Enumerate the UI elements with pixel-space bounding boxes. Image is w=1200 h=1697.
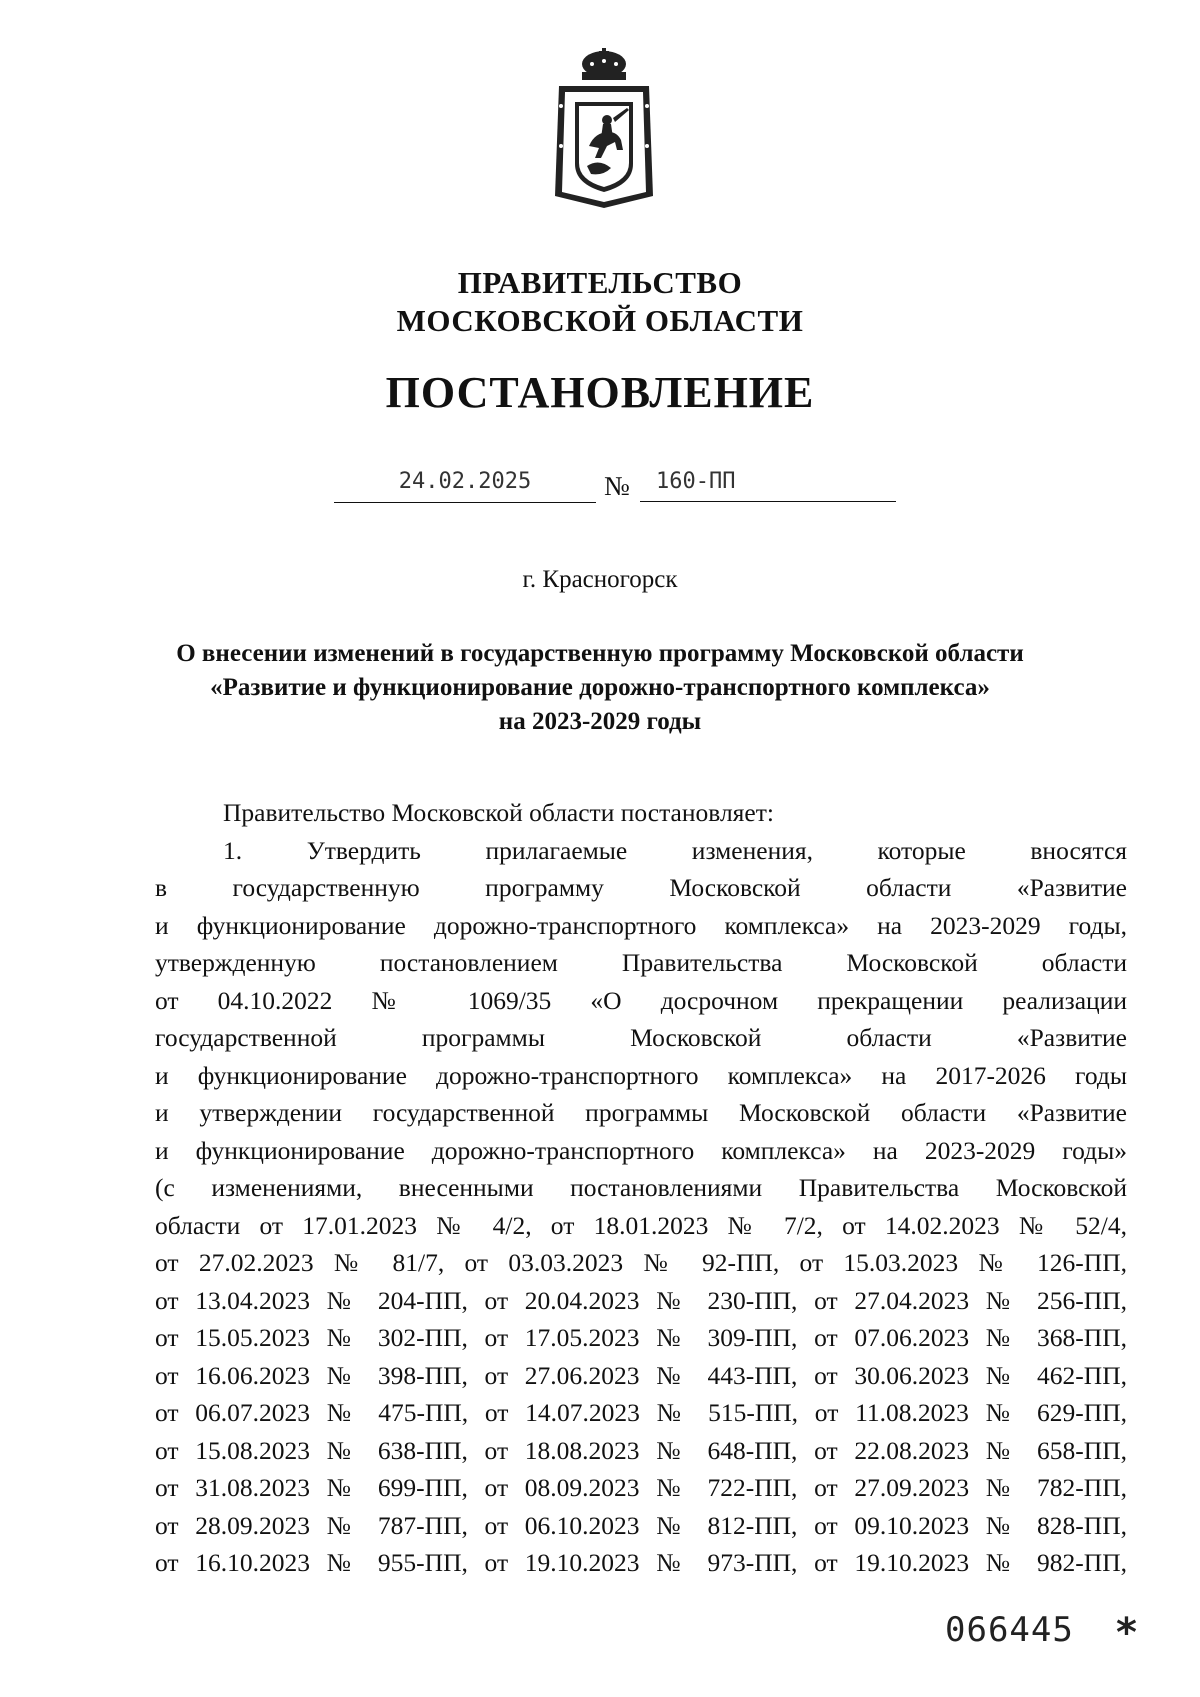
body-line: государственной программы Московской области «Развитие <box>155 1023 1127 1052</box>
body-line: от 27.02.2023 № 81/7, от 03.03.2023 № 92-ПП, от 15.03.2023 № 126-ПП, <box>155 1248 1127 1277</box>
title-line: О внесении изменений в государственную программу Московской области <box>176 640 1024 667</box>
body-line: 1. Утвердить прилагаемые изменения, которые вносятся <box>223 835 1127 865</box>
document-type-heading: ПОСТАНОВЛЕНИЕ <box>385 368 815 417</box>
body-line: утвержденную постановлением Правительства Московской области <box>155 948 1127 977</box>
city-line: г. Красногорск <box>522 566 678 593</box>
body-line: от 28.09.2023 № 787-ПП, от 06.10.2023 № 812-ПП, от 09.10.2023 № 828-ПП, <box>155 1510 1127 1540</box>
serial-number: 066445 <box>945 1610 1074 1650</box>
body-line: и утверждении государственной программы Московской области «Развитие <box>155 1098 1127 1127</box>
title-line: «Развитие и функционирование дорожно-транспортного комплекса» <box>210 674 990 701</box>
asterisk-mark: * <box>1116 1610 1137 1656</box>
body-line: от 31.08.2023 № 699-ПП, от 08.09.2023 № 722-ПП, от 27.09.2023 № 782-ПП, <box>155 1473 1127 1502</box>
document-body <box>155 794 1127 1582</box>
body-line: и функционирование дорожно-транспортного комплекса» на 2023-2029 годы» <box>155 1135 1127 1165</box>
title-line: на 2023-2029 годы <box>498 708 702 735</box>
number-sign: № <box>604 471 630 501</box>
body-line: от 15.08.2023 № 638-ПП, от 18.08.2023 № 648-ПП, от 22.08.2023 № 658-ПП, <box>155 1435 1127 1465</box>
body-line: от 16.06.2023 № 398-ПП, от 27.06.2023 № 443-ПП, от 30.06.2023 № 462-ПП, <box>155 1360 1127 1390</box>
body-line: от 13.04.2023 № 204-ПП, от 20.04.2023 № 230-ПП, от 27.04.2023 № 256-ПП, <box>155 1285 1127 1315</box>
preamble: Правительство Московской области постановляет: <box>223 798 774 827</box>
body-line: области от 17.01.2023 № 4/2, от 18.01.2023 № 7/2, от 14.02.2023 № 52/4, <box>155 1210 1127 1240</box>
body-line: от 15.05.2023 № 302-ПП, от 17.05.2023 № 309-ПП, от 07.06.2023 № 368-ПП, <box>155 1323 1127 1352</box>
body-line: в государственную программу Московской области «Развитие <box>155 873 1127 902</box>
government-name-line1: ПРАВИТЕЛЬСТВО <box>457 265 743 300</box>
body-line: от 16.10.2023 № 955-ПП, от 19.10.2023 № 973-ПП, от 19.10.2023 № 982-ПП, <box>155 1548 1127 1577</box>
body-line: и функционирование дорожно-транспортного комплекса» на 2017-2026 годы <box>155 1060 1127 1090</box>
body-line: от 04.10.2022 № 1069/35 «О досрочном прекращении реализации <box>155 985 1127 1015</box>
body-line: от 06.07.2023 № 475-ПП, от 14.07.2023 № 515-ПП, от 11.08.2023 № 629-ПП, <box>155 1398 1127 1427</box>
coat-of-arms-emblem <box>551 46 657 211</box>
body-line: и функционирование дорожно-транспортного комплекса» на 2023-2029 годы, <box>155 910 1127 940</box>
document-date-field: 24.02.2025 <box>334 462 596 503</box>
document-title <box>100 637 1100 739</box>
government-name-line2: МОСКОВСКОЙ ОБЛАСТИ <box>396 303 804 338</box>
body-line: (с изменениями, внесенными постановлениями Правительства Московской <box>155 1173 1127 1202</box>
document-number-field: 160-ПП <box>640 462 896 502</box>
